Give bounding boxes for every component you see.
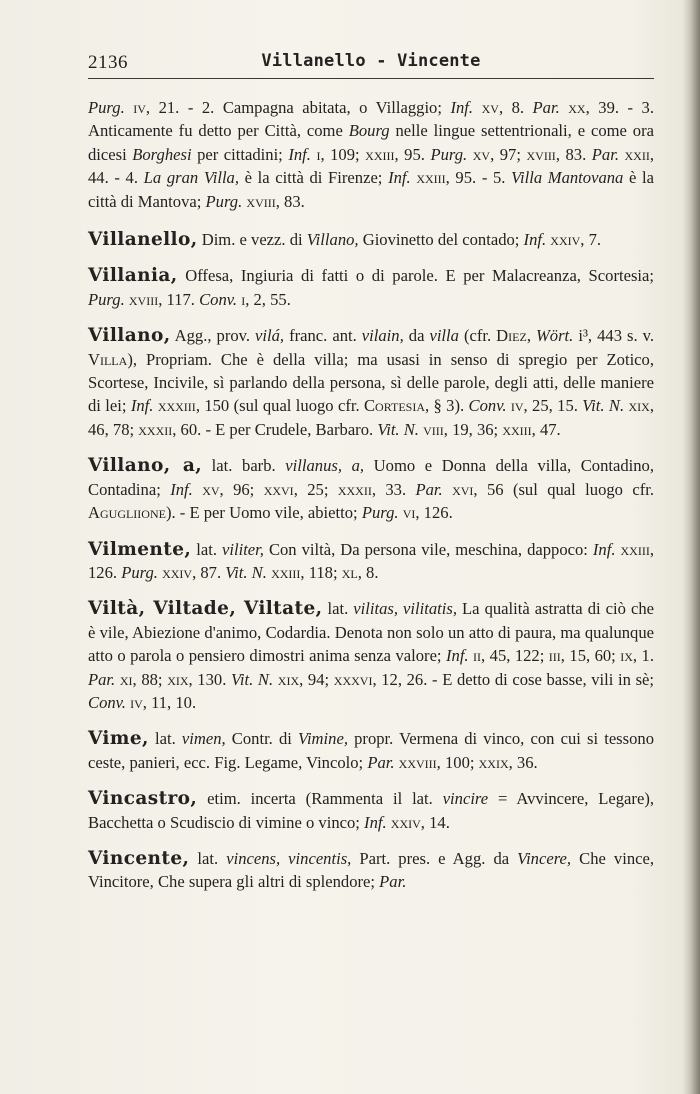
small-caps-text: xxiii xyxy=(620,539,650,559)
italic-text: Purg. xyxy=(88,98,125,117)
entry-text: lat. xyxy=(189,848,227,868)
entry-vincastro xyxy=(88,787,654,834)
entry-text: , 46, 78; xyxy=(88,396,654,439)
entry-text: , 25, 15. xyxy=(523,396,583,416)
small-caps-text: xxii xyxy=(624,144,650,164)
entry-text: Part. pres. e Agg. da xyxy=(351,848,518,868)
entry-text: , 25; xyxy=(293,479,338,499)
small-caps-text: Cortesia xyxy=(363,396,425,416)
italic-text: Vincere, xyxy=(517,848,572,868)
italic-text: Inf. xyxy=(288,144,311,164)
italic-text: Vit. N. xyxy=(377,419,419,439)
entry-villano-a xyxy=(88,454,654,524)
small-caps-text: xix xyxy=(277,669,300,689)
entry-text: Giovinetto del contado; xyxy=(358,230,524,250)
italic-text: Inf. xyxy=(446,646,469,666)
entry-text: , 11, 10. xyxy=(142,692,197,712)
italic-text: vilitas, vilitatis, xyxy=(353,599,457,619)
small-caps-text: ix xyxy=(620,646,633,666)
entry-text: ). - E per Uomo vile, abietto; xyxy=(165,503,362,523)
entry-text: , 83. xyxy=(275,191,305,211)
entry-vilmente xyxy=(88,538,654,585)
small-caps-text: xxiii xyxy=(416,168,446,188)
small-caps-text: xxviii xyxy=(398,752,437,772)
italic-text: viliter, xyxy=(222,539,264,559)
entry-text: Agg., prov. xyxy=(170,326,256,346)
italic-text: vilá, xyxy=(255,326,285,346)
entry-text: , 88; xyxy=(132,669,168,689)
small-caps-text: Agugliione xyxy=(88,503,166,523)
small-caps-text: iv xyxy=(510,396,524,416)
small-caps-text: xi xyxy=(119,669,133,689)
entry-text: , 15, 60; xyxy=(560,646,621,666)
italic-text: vimen, xyxy=(181,729,226,749)
entry-text: , 150 (sul qual luogo cfr. xyxy=(195,396,364,416)
entry-text: Dim. e vezz. di xyxy=(197,230,307,250)
headword: Vincente, xyxy=(88,847,190,869)
small-caps-text: xxxvi xyxy=(333,669,373,689)
entry-text: , 95. xyxy=(394,144,431,164)
small-caps-text: xxix xyxy=(478,752,509,772)
entry-text: Contr. di xyxy=(225,729,299,749)
small-caps-text: xxiv xyxy=(390,812,421,832)
entry-text: lat. xyxy=(148,729,182,749)
small-caps-text: xxiii xyxy=(271,562,301,582)
headword: Vilmente, xyxy=(88,538,192,560)
italic-text: Purg. xyxy=(88,289,125,309)
small-caps-text: xxiii xyxy=(502,419,532,439)
running-title: Villanello - Vincente xyxy=(261,51,481,71)
small-caps-text: xxiv xyxy=(550,230,581,250)
entry-vime xyxy=(88,727,654,774)
small-caps-text: xl xyxy=(341,562,358,582)
small-caps-text: xv xyxy=(472,144,491,164)
headword: Vincastro, xyxy=(88,788,198,810)
italic-text: Wört. xyxy=(535,326,574,346)
entry-text: , 109; xyxy=(320,144,366,164)
italic-text: vincens, vincentis, xyxy=(226,848,352,868)
small-caps-text: iv xyxy=(130,692,143,712)
entry-text: , 21. - 2. Campagna abitata, o Villaggio; xyxy=(145,98,451,117)
entry-text: , 56 (sul qual luogo cfr. xyxy=(473,479,655,499)
entry-text: , 8. xyxy=(498,98,533,117)
entry-text: , 60. - E per Crudele, Barbaro. xyxy=(172,419,378,439)
small-caps-text: i xyxy=(316,144,321,164)
small-caps-text: xxiv xyxy=(162,562,193,582)
entry-text xyxy=(560,98,569,117)
italic-text: villanus, a, xyxy=(285,456,365,476)
small-caps-text: xv xyxy=(202,479,220,499)
entry-villania xyxy=(88,264,654,311)
page-number: 2136 xyxy=(88,52,128,73)
italic-text: Purg. xyxy=(430,144,468,164)
entry-text: , 126. xyxy=(415,503,453,523)
small-caps-text: xv xyxy=(481,98,499,117)
small-caps-text: xviii xyxy=(526,144,556,164)
italic-text: La gran Villa, xyxy=(143,168,240,188)
entry-text: , 126. xyxy=(88,539,654,582)
entry-villano-agg xyxy=(88,324,654,441)
italic-text: Par. xyxy=(415,479,443,499)
italic-text: Purg. xyxy=(361,503,399,523)
italic-text: Bourg xyxy=(348,121,390,141)
entry-villanello xyxy=(88,228,654,251)
entry-text: è la città di Firenze; xyxy=(239,168,389,188)
entry-villa-continued xyxy=(88,96,654,213)
entry-text: (cfr. xyxy=(458,326,497,346)
small-caps-text: xix xyxy=(628,396,650,416)
italic-text: vilain, xyxy=(361,326,404,346)
italic-text: Borghesi xyxy=(132,144,192,164)
entry-text: , 33. xyxy=(371,479,416,499)
italic-text: Villano, xyxy=(306,230,359,250)
entry-text: lat. xyxy=(191,539,222,559)
small-caps-text: xviii xyxy=(128,289,159,309)
entry-text: Che vince, Vincitore, Che supera gli altri di splendore; xyxy=(88,848,655,892)
entry-text: , 96; xyxy=(219,479,264,499)
italic-text: Purg. xyxy=(121,562,158,582)
entry-text: , 45, 122; xyxy=(481,646,549,666)
headword: Villano, a, xyxy=(88,455,203,477)
small-caps-text: xxxii xyxy=(138,419,173,439)
entry-text: franc. ant. xyxy=(284,326,362,346)
headword: Viltà, Viltade, Viltate, xyxy=(88,598,323,620)
italic-text: Par. xyxy=(367,752,395,772)
page-header xyxy=(88,50,654,79)
headword: Villania, xyxy=(88,265,178,287)
italic-text: vincire xyxy=(442,789,489,809)
entry-text: , 130. xyxy=(188,669,231,689)
entry-text: , 44. - 4. xyxy=(88,144,654,188)
entry-text: nelle lingue settentrionali, e come ora dicesi xyxy=(88,121,654,164)
entry-text: , 118; xyxy=(300,562,342,582)
entry-text: , 97; xyxy=(490,144,527,164)
entry-text: , 36. xyxy=(508,752,538,772)
entry-text: è la città di Mantova; xyxy=(88,168,654,211)
small-caps-text: iii xyxy=(548,646,561,666)
italic-text: Par. xyxy=(591,144,619,164)
entry-text: , 95. - 5. xyxy=(445,168,512,188)
small-caps-text: viii xyxy=(423,419,444,439)
italic-text: Conv. xyxy=(468,396,507,416)
small-caps-text: xx xyxy=(568,98,586,117)
entry-text: , 117. xyxy=(158,289,200,309)
entry-vilta xyxy=(88,597,654,714)
entry-text: propr. Vermena di vinco, con cui si tessono ceste, panieri, ecc. Fig. Legame, Vincolo; xyxy=(88,729,654,772)
entry-text: , 87. xyxy=(192,562,226,582)
small-caps-text: xix xyxy=(167,669,189,689)
entry-text: , 12, 26. - E detto di cose basse, vili in sè; xyxy=(372,669,655,689)
italic-text: Vit. N. xyxy=(231,669,274,689)
small-caps-text: Villa xyxy=(88,349,128,369)
entry-text: da xyxy=(403,326,430,346)
entry-text: La qualità astratta di ciò che è vile, Abiezione d'animo, Codardia. Denota non solo un atto di paura, ma qualunque atto o parola o pensiero dimostri anima senza valore; xyxy=(88,599,654,666)
headword: Villanello, xyxy=(88,229,198,251)
small-caps-text: xviii xyxy=(246,191,276,211)
italic-text: villa xyxy=(429,326,459,346)
italic-text: Par. xyxy=(379,872,407,892)
small-caps-text: xxxii xyxy=(337,479,372,499)
italic-text: Par. xyxy=(532,98,560,117)
entry-text: , 39. - 3. Anticamente fu detto per Città, come xyxy=(88,98,654,141)
entry-text: , 7. xyxy=(580,230,602,250)
entry-text: , 83. xyxy=(555,144,592,164)
entry-text: , 19, 36; xyxy=(443,419,503,439)
entry-text xyxy=(125,98,134,117)
small-caps-text: i xyxy=(241,289,246,309)
small-caps-text: ii xyxy=(473,646,482,666)
entry-text: , 8. xyxy=(357,562,379,582)
book-spine-shadow xyxy=(682,0,700,1094)
entry-text: , 47. xyxy=(531,419,561,439)
small-caps-text: xxiii xyxy=(365,144,395,164)
entry-text: , xyxy=(526,326,536,346)
small-caps-text: xxvi xyxy=(263,479,294,499)
entry-text: i³, 443 s. v. xyxy=(573,326,655,346)
headword: Vime, xyxy=(88,728,149,750)
entry-text: Con viltà, Da persona vile, meschina, dappoco: xyxy=(263,539,593,559)
italic-text: Inf. xyxy=(388,168,411,188)
italic-text: Vit. N. xyxy=(582,396,625,416)
entry-text xyxy=(473,98,482,117)
entry-text: , 100; xyxy=(436,752,479,772)
entry-text: lat. xyxy=(322,599,354,619)
entry-text xyxy=(193,480,202,499)
italic-text: Inf. xyxy=(450,98,474,117)
italic-text: Inf. xyxy=(364,812,387,832)
entry-vincente xyxy=(88,847,654,894)
entry-text: , 14. xyxy=(420,812,450,832)
italic-text: Conv. xyxy=(199,289,238,309)
italic-text: Par. xyxy=(88,669,116,689)
small-caps-text: xxxiii xyxy=(157,396,196,416)
small-caps-text: iv xyxy=(133,98,146,117)
entries-column xyxy=(88,96,654,907)
entry-text: ), Propriam. Che è della villa; ma usasi in senso di spregio per Zotico, Scortese, Incivile, sì parlando della persona, sì delle parole, degli atti, delle maniere di lei; xyxy=(88,349,654,416)
small-caps-text: Diez xyxy=(496,326,527,346)
entry-text: etim. incerta (Rammenta il lat. xyxy=(197,789,443,809)
italic-text: Purg. xyxy=(205,191,243,211)
entry-text xyxy=(443,480,452,499)
small-caps-text: vi xyxy=(402,503,416,523)
entry-text: Offesa, Ingiuria di fatti o di parole. E per Malacreanza, Scortesia; xyxy=(177,266,654,286)
italic-text: Inf. xyxy=(170,479,193,499)
entry-text: Uomo e Donna della villa, Contadino, Contadina; xyxy=(88,456,654,499)
small-caps-text: xvi xyxy=(452,479,474,499)
entry-text: , 1. xyxy=(632,646,654,666)
entry-text: , 94; xyxy=(299,669,334,689)
italic-text: Inf. xyxy=(523,230,547,250)
entry-text: = Avvincere, Legare), Bacchetta o Scudiscio di vimine o vinco; xyxy=(88,789,654,832)
entry-text: lat. barb. xyxy=(202,456,286,476)
italic-text: Inf. xyxy=(130,396,154,416)
italic-text: Inf. xyxy=(592,539,616,559)
italic-text: Vimine, xyxy=(298,729,348,749)
entry-text: , § 3). xyxy=(425,396,469,416)
italic-text: Villa Mantovana xyxy=(511,168,624,188)
italic-text: Conv. xyxy=(88,692,126,712)
entry-text: , 2, 55. xyxy=(245,289,291,309)
italic-text: Vit. N. xyxy=(225,562,267,582)
headword: Villano, xyxy=(88,325,171,347)
entry-text: per cittadini; xyxy=(191,144,289,164)
